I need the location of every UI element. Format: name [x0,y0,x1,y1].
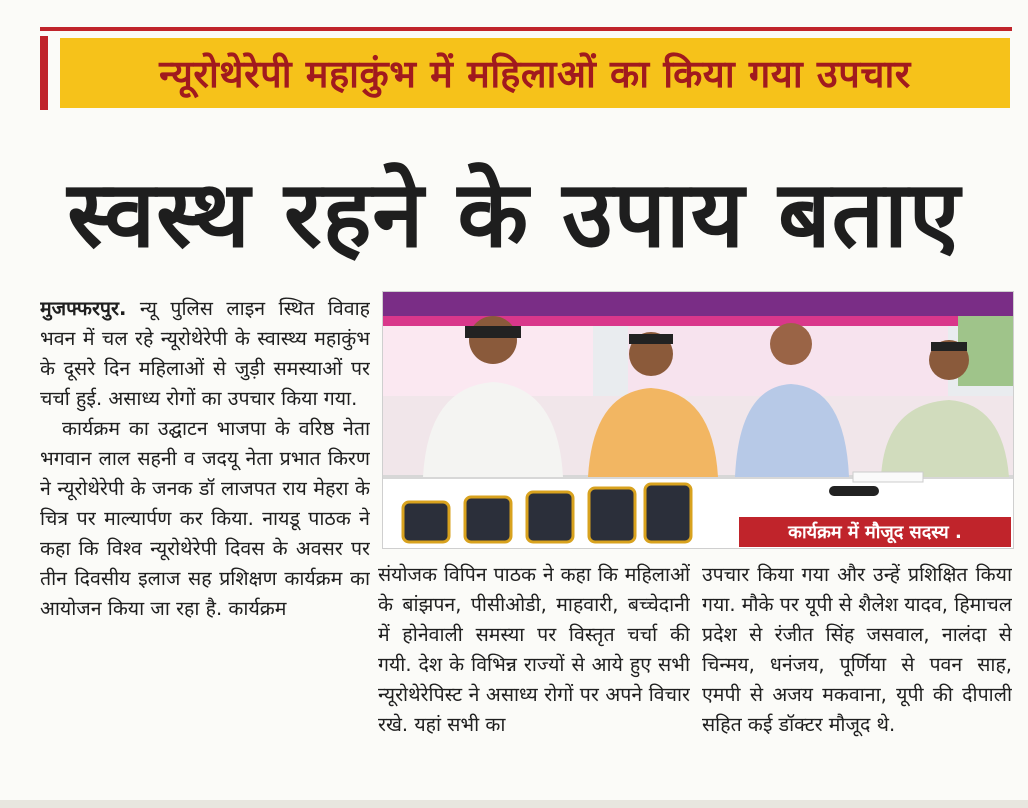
kicker-band [40,36,1012,110]
article-paragraph-1: न्यू पुलिस लाइन स्थित विवाह भवन में चल रहे न्यूरोथेरेपी के स्वास्थ्य महाकुंभ के दूसरे दिन महिलाओं से जुड़ी समस्याओं पर चर्चा हुई. असाध्य रोगों का उपचार किया गया. [40,297,370,410]
main-headline: स्वस्थ रहने के उपाय बताए [67,160,961,268]
news-photo [382,291,1014,549]
article-column-3 [702,560,1012,795]
kicker-headline: न्यूरोथेरेपी महाकुंभ में महिलाओं का किया गया उपचार [60,38,1010,108]
kicker-accent-bar [40,36,48,110]
dateline: मुजफ्फरपुर. [40,297,127,320]
article-column-2 [378,560,690,795]
top-rule [40,27,1012,31]
photo-caption: कार्यक्रम में मौजूद सदस्य . [739,517,1011,547]
article-paragraph-2: कार्यक्रम का उद्घाटन भाजपा के वरिष्ठ नेता भगवान लाल सहनी व जदयू नेता प्रभात किरण ने न्यूरोथेरेपी के जनक डॉ लाजपत राय मेहरा के चित्र पर माल्यार्पण कर किया. नायडू पाठक ने कहा कि विश्व न्यूरोथेरेपी दिवस के अवसर पर तीन दिवसीय इलाज सह प्रशिक्षण कार्यक्रम का आयोजन किया जा रहा है. कार्यक्रम [40,417,370,620]
bottom-strip [0,800,1028,808]
article-paragraph-4: उपचार किया गया और उन्हें प्रशिक्षित किया गया. मौके पर यूपी से शैलेश यादव, हिमाचल प्रदेश से रंजीत सिंह जसवाल, नालंदा से चिन्मय, धनंजय, पूर्णिया से पवन साह, एमपी से अजय मकवाना, यूपी की दीपाली सहित कई डॉक्टर मौजूद थे. [702,563,1012,736]
photo-illustration [383,292,1013,548]
article-paragraph-3: संयोजक विपिन पाठक ने कहा कि महिलाओं के बांझपन, पीसीओडी, माहवारी, बच्चेदानी में होनेवाली समस्या पर विस्तृत चर्चा की गयी. देश के विभिन्न राज्यों से आये हुए सभी न्यूरोथेरेपिस्ट ने असाध्य रोगों पर अपने विचार रखे. यहां सभी का [378,563,690,736]
article-column-1 [40,294,370,794]
